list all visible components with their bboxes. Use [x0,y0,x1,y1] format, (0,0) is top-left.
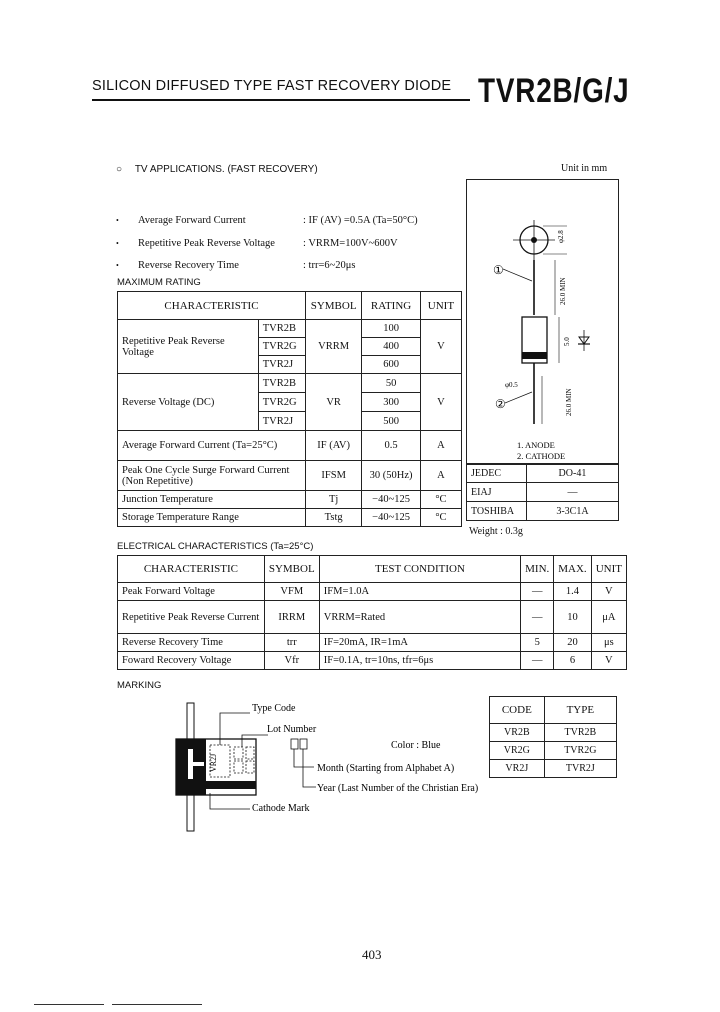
top-lead [187,703,194,739]
application-text: TV APPLICATIONS. (FAST RECOVERY) [134,164,318,175]
bullet-icon: • [116,238,119,248]
column-header: RATING [362,292,421,320]
characteristic-cell: Junction Temperature [118,491,306,509]
characteristic-cell: Repetitive Peak Reverse Voltage [118,320,259,374]
feature-value: : trr=6~20μs [303,260,356,271]
rating-cell: 400 [362,338,421,356]
month-label: Month (Starting from Alphabet A) [317,763,455,774]
table-header-row [490,697,617,724]
rating-cell: 300 [362,393,421,412]
column-header: SYMBOL [264,556,319,583]
feature-item [116,210,446,233]
characteristic-cell: Storage Temperature Range [118,509,306,527]
table-row [118,491,462,509]
year-label: Year (Last Number of the Christian Era) [317,783,479,794]
code-cell: VR2J [490,760,545,778]
unit-cell: V [591,583,626,601]
rating-cell: 50 [362,374,421,393]
characteristic-cell: Reverse Recovery Time [118,634,265,652]
body-marking-text: VR2J [209,753,218,772]
type-code-label: Type Code [252,703,296,714]
characteristic-cell: Repetitive Peak Reverse Current [118,601,265,634]
bullet-icon: • [116,216,119,225]
table-row [467,483,619,502]
part-cell: TVR2G [258,338,305,356]
column-header: CHARACTERISTIC [118,292,306,320]
table-row [118,374,462,393]
column-header: MIN. [521,556,554,583]
type-cell: TVR2B [544,724,616,742]
part-cell: TVR2G [258,393,305,412]
code-cell: VR2B [490,724,545,742]
rating-cell: 500 [362,412,421,431]
feature-value: : IF (AV) =0.5A (Ta=50°C) [303,215,418,226]
characteristic-cell: Reverse Voltage (DC) [118,374,259,431]
rating-cell: 600 [362,356,421,374]
table-row [118,320,462,338]
symbol-cell: Vfr [264,652,319,670]
cathode-band [176,781,256,789]
rating-cell: 30 (50Hz) [362,461,421,491]
standard-value-cell: DO-41 [526,464,618,483]
package-weight: Weight : 0.3g [469,526,523,537]
column-header: MAX. [554,556,591,583]
column-header: SYMBOL [305,292,361,320]
callout-label: ① [493,263,504,277]
unit-cell: V [420,374,461,431]
feature-label: Repetitive Peak Reverse Voltage [138,237,275,249]
standard-org-cell: TOSHIBA [467,502,527,521]
table-header-row [118,556,627,583]
package-outline-drawing [467,180,618,464]
dim-label: 5.0 [563,337,571,346]
electrical-table [117,555,627,670]
cathode-mark-label: Cathode Mark [252,803,310,814]
column-header: CODE [490,697,545,724]
unit-cell: V [591,652,626,670]
feature-item [116,233,446,256]
table-row [118,652,627,670]
dim-label: φ0.5 [505,381,518,389]
table-row [490,742,617,760]
column-header: TEST CONDITION [319,556,520,583]
standard-org-cell: EIAJ [467,483,527,502]
max-cell: 1.4 [554,583,591,601]
table-row [118,634,627,652]
condition-cell: IF=20mA, IR=1mA [319,634,520,652]
max-rating-table [117,291,462,527]
table-row [118,431,462,461]
column-header: CHARACTERISTIC [118,556,265,583]
part-cell: TVR2J [258,356,305,374]
unit-cell: V [420,320,461,374]
max-cell: 10 [554,601,591,634]
rating-cell: −40~125 [362,509,421,527]
feature-value: : VRRM=100V~600V [303,237,398,249]
unit-cell: A [420,431,461,461]
max-rating-heading: MAXIMUM RATING [117,277,201,288]
dim-label: 26.0 MIN [559,277,567,305]
symbol-cell: Tstg [305,509,361,527]
lot-number-label: Lot Number [267,724,317,735]
code-cell: VR2G [490,742,545,760]
max-cell: 20 [554,634,591,652]
package-standards-table [466,463,619,521]
table-header-row [118,292,462,320]
callout-label: ② [495,397,506,411]
symbol-cell: VR [305,374,361,431]
column-header: UNIT [420,292,461,320]
part-cell: TVR2B [258,320,305,338]
condition-cell: VRRM=Rated [319,601,520,634]
characteristic-cell: Peak One Cycle Surge Forward Current (Non Repetitive) [118,461,306,491]
application-line [116,164,318,175]
condition-cell: IFM=1.0A [319,583,520,601]
document-subtitle: SILICON DIFFUSED TYPE FAST RECOVERY DIODE [92,78,452,94]
unit-cell: °C [420,509,461,527]
dim-label: φ2.8 [557,230,565,243]
table-row [490,724,617,742]
standard-value-cell: — [526,483,618,502]
dim-label: 26.0 MIN [565,388,573,416]
cathode-band [522,352,547,359]
table-row [467,502,619,521]
characteristic-cell: Peak Forward Voltage [118,583,265,601]
footer-rule [34,1004,104,1005]
unit-cell: °C [420,491,461,509]
min-cell: — [521,652,554,670]
part-cell: TVR2J [258,412,305,431]
footer-rule [112,1004,202,1005]
marking-heading: MARKING [117,680,162,691]
rating-cell: 0.5 [362,431,421,461]
table-row [118,583,627,601]
condition-cell: IF=0.1A, tr=10ns, tfr=6μs [319,652,520,670]
title-underline [92,99,470,101]
bottom-lead [187,795,194,831]
rating-cell: −40~125 [362,491,421,509]
characteristic-cell: Foward Recovery Voltage [118,652,265,670]
feature-item [116,255,446,278]
table-row [467,464,619,483]
electrical-heading: ELECTRICAL CHARACTERISTICS (Ta=25°C) [117,541,314,552]
unit-cell: A [420,461,461,491]
table-row [118,509,462,527]
table-row [490,760,617,778]
application-marker: ○ [116,164,123,175]
min-cell: — [521,601,554,634]
symbol-cell: trr [264,634,319,652]
unit-label: Unit in mm [561,163,608,174]
part-cell: TVR2B [258,374,305,393]
characteristic-cell: Average Forward Current (Ta=25°C) [118,431,306,461]
type-cell: TVR2G [544,742,616,760]
feature-label: Reverse Recovery Time [138,260,239,271]
type-cell: TVR2J [544,760,616,778]
max-cell: 6 [554,652,591,670]
marking-code-table [489,696,617,778]
unit-cell: μs [591,634,626,652]
package-drawing-frame [466,179,619,465]
legend-cathode: 2. CATHODE [517,451,566,461]
unit-cell: μA [591,601,626,634]
marking-diagram [170,697,490,837]
symbol-cell: IFSM [305,461,361,491]
min-cell: 5 [521,634,554,652]
bullet-icon: • [116,261,119,270]
part-number-title: TVR2B/G/J [478,72,630,110]
table-row [118,461,462,491]
rating-cell: 100 [362,320,421,338]
page-number: 403 [362,947,382,962]
standard-value-cell: 3-3C1A [526,502,618,521]
symbol-cell: IRRM [264,601,319,634]
column-header: TYPE [544,697,616,724]
symbol-cell: VRRM [305,320,361,374]
color-label: Color : Blue [391,740,441,751]
feature-list [116,210,446,278]
legend-anode: 1. ANODE [517,440,555,450]
standard-org-cell: JEDEC [467,464,527,483]
symbol-cell: VFM [264,583,319,601]
feature-label: Average Forward Current [138,215,246,226]
column-header: UNIT [591,556,626,583]
symbol-cell: Tj [305,491,361,509]
min-cell: — [521,583,554,601]
symbol-cell: IF (AV) [305,431,361,461]
table-row [118,601,627,634]
